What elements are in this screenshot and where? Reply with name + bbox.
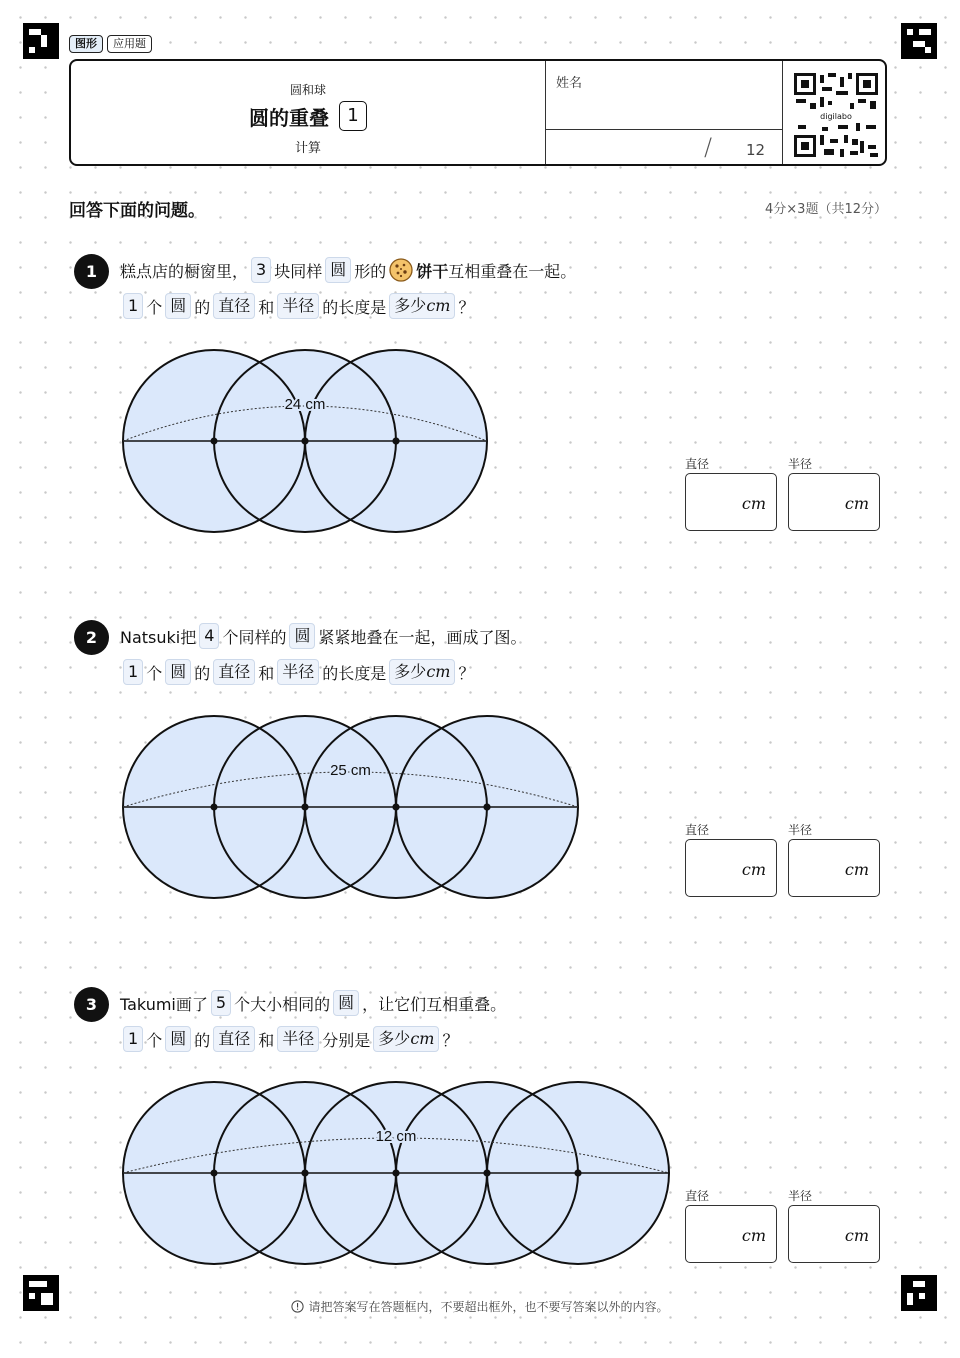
unit: cm [844,1226,869,1245]
one-chip: 1 [123,1026,143,1052]
edge-dot [302,438,309,445]
text: 块同样 [274,261,323,281]
category-tags [69,35,152,53]
figure-3 [115,1076,675,1272]
edge-dot [302,804,309,811]
radius-label: 半径 [788,823,813,837]
one-chip: 1 [123,659,143,685]
ask-text: 多少 [378,1029,411,1048]
unit: cm [410,1029,435,1048]
worksheet-title [71,101,545,131]
svg-text:digilabo: digilabo [820,112,852,121]
text: 个 [146,663,163,683]
radius-label: 半径 [788,457,813,471]
text: 个大小相同的 [234,994,331,1014]
edge-dot [393,438,400,445]
instruction: 回答下面的问题。 [69,201,205,221]
center-dot [211,1170,218,1177]
count-chip: 5 [211,990,231,1016]
qr-code-icon [794,73,878,157]
count-chip: 4 [199,623,219,649]
shape-chip: 圆 [165,659,191,685]
text: Takumi画了 [120,994,208,1014]
question-text-line2 [120,659,474,685]
ask-chip [389,293,455,319]
center-dot [211,804,218,811]
center-dot [211,438,218,445]
info-icon [291,1300,304,1313]
diameter-answer-box[interactable] [685,1205,777,1263]
radius-label: 半径 [788,1189,813,1203]
text: 分别是 [322,1030,371,1050]
unit: cm [741,1226,766,1245]
radius-answer-box[interactable] [788,1205,880,1263]
length-label: 24 cm [284,396,326,413]
radius-answer-box[interactable] [788,473,880,531]
diameter-chip: 直径 [213,1026,255,1052]
question-number: 1 [74,254,109,289]
edge-dot [393,1170,400,1177]
radius-answer-box[interactable] [788,839,880,897]
corner-marker-top-right [901,23,937,59]
name-divider [546,129,782,130]
one-chip: 1 [123,293,143,319]
footer-text: 请把答案写在答题框内，不要超出框外，也不要写答案以外的内容。 [308,1300,669,1314]
title-text: 圆的重叠 [249,105,329,130]
text: 和 [258,1030,275,1050]
text: 个同样的 [222,627,287,647]
corner-marker-top-left [23,23,59,59]
question-text-line1 [120,257,576,283]
diameter-label: 直径 [685,823,710,837]
footer-note [0,1298,960,1315]
points-info: 4分×3题（共12分） [765,202,887,217]
question-text-line2 [120,1026,458,1052]
edge-dot [484,804,491,811]
unit: cm [741,494,766,513]
answer-area-2 [685,821,885,901]
text: 的长度是 [322,297,387,317]
shape-chip: 圆 [333,990,359,1016]
unit-subtitle: 圆和球 [289,83,326,97]
text: 紧紧地叠在一起，画成了图。 [318,627,527,647]
text: 的 [194,297,211,317]
unit: cm [426,662,451,681]
score-total: 12 [746,141,766,159]
answer-area-3 [685,1187,885,1267]
answer-area-1 [685,455,885,535]
radius-chip: 半径 [277,659,319,685]
diameter-answer-box[interactable] [685,473,777,531]
text: 和 [258,663,275,683]
text: ？ [458,663,475,683]
edge-dot [393,804,400,811]
unit: cm [844,860,869,879]
name-score-block [545,61,783,164]
tag-figure[interactable]: 图形 [69,35,103,53]
unit: cm [844,494,869,513]
text: 和 [258,297,275,317]
cookie-icon [389,258,413,282]
ask-text: 多少 [394,662,427,681]
text: 形的 [354,261,387,281]
text: ？ [458,297,475,317]
item-name: 饼干 [416,261,449,281]
unit: cm [741,860,766,879]
name-label: 姓名 [556,76,583,91]
diameter-label: 直径 [685,1189,710,1203]
shape-chip: 圆 [325,257,351,283]
question-number: 3 [74,987,109,1022]
diameter-chip: 直径 [213,659,255,685]
unit: cm [426,296,451,315]
diameter-label: 直径 [685,457,710,471]
score-slash: / [704,133,713,161]
ask-chip [389,659,455,685]
question-text-line1 [120,990,506,1016]
question-text-line2 [120,293,474,319]
worksheet-number: 1 [339,101,367,131]
text: ，让它们互相重叠。 [362,994,507,1014]
shape-chip: 圆 [165,1026,191,1052]
title-block [71,61,545,164]
edge-dot [575,1170,582,1177]
shape-chip: 圆 [289,623,315,649]
text: 个 [146,297,163,317]
edge-dot [302,1170,309,1177]
text: 互相重叠在一起。 [448,261,577,281]
length-label: 25 cm [330,762,371,779]
tag-word-problem[interactable]: 应用题 [107,35,152,53]
ask-text: 多少 [394,296,427,315]
text: Natsuki把 [120,627,197,647]
text: ？ [442,1030,459,1050]
question-number: 2 [74,620,109,655]
diameter-answer-box[interactable] [685,839,777,897]
figure-2 [115,710,675,906]
length-label: 12 cm [375,1128,417,1145]
text: 的长度是 [322,663,387,683]
worksheet-header [69,59,887,166]
diameter-chip: 直径 [213,293,255,319]
edge-dot [484,1170,491,1177]
radius-chip: 半径 [277,1026,319,1052]
text: 的 [194,663,211,683]
radius-chip: 半径 [277,293,319,319]
topic-label: 计算 [294,141,321,156]
text: 的 [194,1030,211,1050]
count-chip: 3 [251,257,271,283]
figure-1 [115,344,675,540]
text: 糕点店的橱窗里， [120,261,249,281]
ask-chip [373,1026,439,1052]
text: 个 [146,1030,163,1050]
shape-chip: 圆 [165,293,191,319]
question-text-line1 [120,623,526,649]
